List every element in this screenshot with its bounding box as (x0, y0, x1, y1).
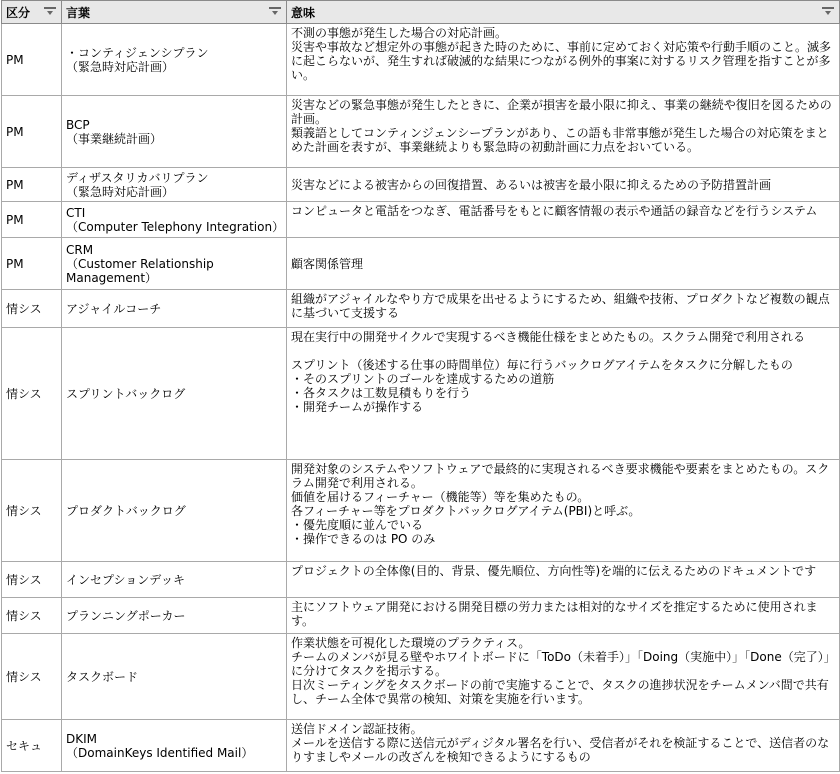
cell-meaning[interactable]: プロジェクトの全体像(目的、背景、優先順位、方向性等)を端的に伝えるためのドキュメントです (287, 562, 840, 598)
table-row (2, 634, 840, 720)
cell-term[interactable]: インセプションデッキ (62, 562, 287, 598)
cell-term[interactable]: DKIM （DomainKeys Identified Mail） (62, 720, 287, 772)
cell-meaning[interactable]: 送信ドメイン認証技術。 メールを送信する際に送信元がディジタル署名を行い、受信者がそれを検証することで、送信者のなりすましやメールの改ざんを検知できるようにするもの (287, 720, 840, 772)
cell-category[interactable]: PM (2, 238, 62, 290)
cell-meaning[interactable]: 顧客関係管理 (287, 238, 840, 290)
table-row (2, 460, 840, 562)
table-row (2, 598, 840, 634)
table-row (2, 720, 840, 772)
header-meaning-label: 意味 (291, 5, 316, 20)
cell-category[interactable]: 情シス (2, 290, 62, 328)
header-meaning[interactable] (287, 1, 840, 24)
cell-category[interactable]: PM (2, 202, 62, 238)
cell-term[interactable]: アジャイルコーチ (62, 290, 287, 328)
glossary-table (1, 0, 840, 772)
cell-term[interactable]: スプリントバックログ (62, 328, 287, 460)
cell-term[interactable]: タスクボード (62, 634, 287, 720)
header-term[interactable] (62, 1, 287, 24)
header-category-label: 区分 (6, 5, 31, 20)
table-row (2, 168, 840, 202)
cell-term[interactable]: プロダクトバックログ (62, 460, 287, 562)
cell-category[interactable]: 情シス (2, 598, 62, 634)
cell-term[interactable]: BCP （事業継続計画） (62, 96, 287, 168)
table-row (2, 328, 840, 460)
table-row (2, 290, 840, 328)
cell-term[interactable]: ・コンティジェンシプラン （緊急時対応計画） (62, 24, 287, 96)
cell-meaning[interactable]: 開発対象のシステムやソフトウェアで最終的に実現されるべき要求機能や要素をまとめたもの。スクラム開発で利用される。 価値を届けるフィーチャー（機能等）等を集めたもの。 各フィーチャー等をプロダクトバックログアイテム(PBI)と呼ぶ。 ・優先度順に並んでいる ・操作できるのは PO のみ (287, 460, 840, 562)
cell-term[interactable]: プランニングポーカー (62, 598, 287, 634)
table-row (2, 202, 840, 238)
filter-dropdown-icon[interactable] (44, 7, 56, 17)
filter-dropdown-icon[interactable] (269, 7, 281, 17)
cell-meaning[interactable]: 作業状態を可視化した環境のプラクティス。 チームのメンバが見る壁やホワイトボードに「ToDo（未着手）」「Doing（実施中）」「Done（完了）」に分けてタスクを掲示する。 日次ミーティングをタスクボードの前で実施することで、タスクの進捗状況をチームメンバ間で共有し、チーム全体で異常の検知、対策を実施を行います。 (287, 634, 840, 720)
table-row (2, 96, 840, 168)
cell-term[interactable]: CTI （Computer Telephony Integration） (62, 202, 287, 238)
table-row (2, 24, 840, 96)
cell-term[interactable]: ディザスタリカバリプラン （緊急時対応計画） (62, 168, 287, 202)
cell-category[interactable]: PM (2, 96, 62, 168)
cell-meaning[interactable]: 主にソフトウェア開発における開発目標の労力または相対的なサイズを推定するために使用されます。 (287, 598, 840, 634)
header-term-label: 言葉 (66, 5, 91, 20)
cell-category[interactable]: 情シス (2, 562, 62, 598)
cell-meaning[interactable]: 災害などの緊急事態が発生したときに、企業が損害を最小限に抑え、事業の継続や復旧を図るための計画。 類義語としてコンティンジェンシープランがあり、この語も非常事態が発生した場合の対応策をまとめた計画を表すが、事業継続よりも緊急時の初動計画に力点をおいている。 (287, 96, 840, 168)
filter-dropdown-icon[interactable] (822, 7, 834, 17)
table-row (2, 238, 840, 290)
cell-category[interactable]: 情シス (2, 634, 62, 720)
header-row (2, 1, 840, 24)
cell-term[interactable]: CRM （Customer Relationship Management） (62, 238, 287, 290)
header-category[interactable] (2, 1, 62, 24)
cell-meaning[interactable]: コンピュータと電話をつなぎ、電話番号をもとに顧客情報の表示や通話の録音などを行うシステム (287, 202, 840, 238)
table-row (2, 562, 840, 598)
cell-meaning[interactable]: 組織がアジャイルなやり方で成果を出せるようにするため、組織や技術、プロダクトなど複数の観点に基づいて支援する (287, 290, 840, 328)
cell-category[interactable]: セキュ (2, 720, 62, 772)
cell-category[interactable]: PM (2, 24, 62, 96)
cell-category[interactable]: 情シス (2, 460, 62, 562)
cell-category[interactable]: PM (2, 168, 62, 202)
cell-meaning[interactable]: 災害などによる被害からの回復措置、あるいは被害を最小限に抑えるための予防措置計画 (287, 168, 840, 202)
cell-meaning[interactable]: 現在実行中の開発サイクルで実現するべき機能仕様をまとめたもの。スクラム開発で利用される スプリント（後述する仕事の時間単位）毎に行うバックログアイテムをタスクに分解したもの ・そのスプリントのゴールを達成するための道筋 ・各タスクは工数見積もりを行う ・開発チームが操作する (287, 328, 840, 460)
cell-category[interactable]: 情シス (2, 328, 62, 460)
cell-meaning[interactable]: 不測の事態が発生した場合の対応計画。 災害や事故など想定外の事態が起きた時のために、事前に定めておく対応策や行動手順のこと。滅多に起こらないが、発生すれば破滅的な結果につながる例外的事案に対するリスク管理を指すことが多い。 (287, 24, 840, 96)
